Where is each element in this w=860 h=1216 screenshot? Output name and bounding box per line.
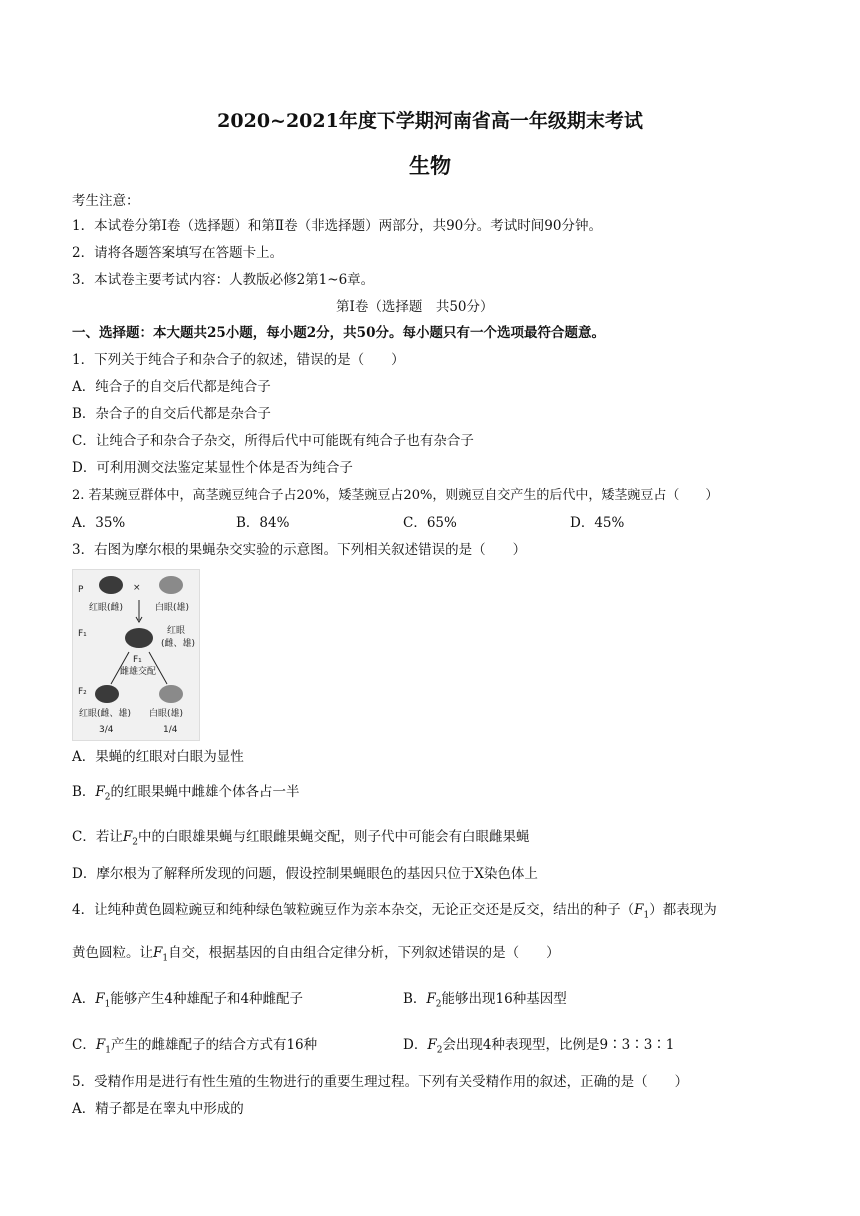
q4-stem-line-1: 4．让纯种黄色圆粒豌豆和纯种绿色皱粒豌豆作为亲本杂交，无论正交还是反交，结出的种子$(F_1)$都表现为 (72, 902, 717, 921)
fruit-fly-cross-figure (72, 569, 200, 741)
q1-option-c: C．让纯合子和杂合子杂交，所得后代中可能既有纯合子也有杂合子 (72, 433, 474, 449)
notice-item-1: 1．本试卷分第Ⅰ卷（选择题）和第Ⅱ卷（非选择题）两部分，共90分。考试时间90分钟。 (72, 218, 602, 234)
q5-option-a: A．精子都是在睾丸中形成的 (72, 1101, 244, 1117)
q2-option-c: C．65% (403, 515, 457, 531)
q4-option-b: B．$F_2$能够出现16种基因型 (403, 991, 567, 1010)
q1-option-a: A．纯合子的自交后代都是纯合子 (72, 379, 271, 395)
fig-f1-sex: (雌、雄) (161, 639, 196, 649)
subject-title: 生物 (409, 153, 451, 178)
fig-f2-white: 白眼(雄) (149, 709, 184, 719)
q3-option-b: B．$F_2$的红眼果蝇中雌雄个体各占一半 (72, 784, 300, 803)
notice-heading: 考生注意： (72, 193, 140, 209)
f2-red-fly (95, 685, 119, 703)
fig-f1-label: F₁ (78, 629, 87, 639)
q3-stem: 3．右图为摩尔根的果蝇杂交实验的示意图。下列相关叙述错误的是（ ） (72, 542, 527, 558)
q4-stem-line-2: 黄色圆粒。让$F_1$自交，根据基因的自由组合定律分析，下列叙述错误的是（ ） (72, 945, 560, 964)
q3-option-c: C．若让$F_2$中的白眼雄果蝇与红眼雌果蝇交配，则子代中可能会有白眼雌果蝇 (72, 829, 530, 848)
fig-f2-red: 红眼(雌、雄) (79, 709, 132, 719)
fig-red-female: 红眼(雌) (89, 603, 124, 613)
q2-stem: 2. 若某豌豆群体中，高茎豌豆纯合子占20%，矮茎豌豆占20%，则豌豆自交产生的后代中，矮茎豌豆占（ ） (72, 488, 719, 503)
q4-option-c: C．$F_1$产生的雌雄配子的结合方式有16种 (72, 1037, 318, 1056)
notice-item-3: 3．本试卷主要考试内容：人教版必修2第1~6章。 (72, 272, 375, 288)
q2-option-d: D．45% (570, 515, 625, 531)
q4-option-a: A．$F_1$能够产生4种雄配子和4种雌配子 (72, 991, 304, 1010)
fig-white-male: 白眼(雄) (155, 603, 190, 613)
fig-f2-white-ratio: 1/4 (163, 725, 178, 735)
q1-option-d: D．可利用测交法鉴定某显性个体是否为纯合子 (72, 460, 353, 476)
q3-option-d: D．摩尔根为了解释所发现的问题，假设控制果蝇眼色的基因只位于X染色体上 (72, 866, 538, 882)
notice-item-2: 2．请将各题答案填写在答题卡上。 (72, 245, 284, 261)
part-heading: 一、选择题：本大题共25小题，每小题2分，共50分。每小题只有一个选项最符合题意。 (72, 325, 605, 341)
q3-option-a: A．果蝇的红眼对白眼为显性 (72, 749, 244, 765)
f2-white-fly (159, 685, 183, 703)
white-eye-male-fly (159, 576, 183, 594)
q4-option-d: D．$F_2$会出现4种表现型，比例是9∶3∶3∶1 (403, 1037, 675, 1056)
q1-option-b: B．杂合子的自交后代都是杂合子 (72, 406, 271, 422)
fig-f1-cross: F₁ (133, 655, 142, 665)
fig-f1-mate: 雌雄交配 (120, 667, 157, 677)
q2-option-b: B．84% (236, 515, 290, 531)
fig-p-label: P (78, 585, 84, 595)
section-title: 第Ⅰ卷（选择题 共50分） (336, 299, 494, 315)
q1-stem: 1．下列关于纯合子和杂合子的叙述，错误的是（ ） (72, 352, 405, 368)
fig-f2-red-ratio: 3/4 (99, 725, 114, 735)
f1-fly (125, 628, 153, 648)
red-eye-female-fly (99, 576, 123, 594)
exam-title: 2020~2021年度下学期河南省高一年级期末考试 (217, 110, 643, 132)
fig-f2-label: F₂ (78, 687, 87, 697)
fig-cross-symbol: × (133, 583, 141, 593)
q2-option-a: A．35% (72, 515, 126, 531)
q5-stem: 5．受精作用是进行有性生殖的生物进行的重要生理过程。下列有关受精作用的叙述，正确的是（ ） (72, 1074, 689, 1090)
fig-f1-red: 红眼 (167, 626, 186, 636)
